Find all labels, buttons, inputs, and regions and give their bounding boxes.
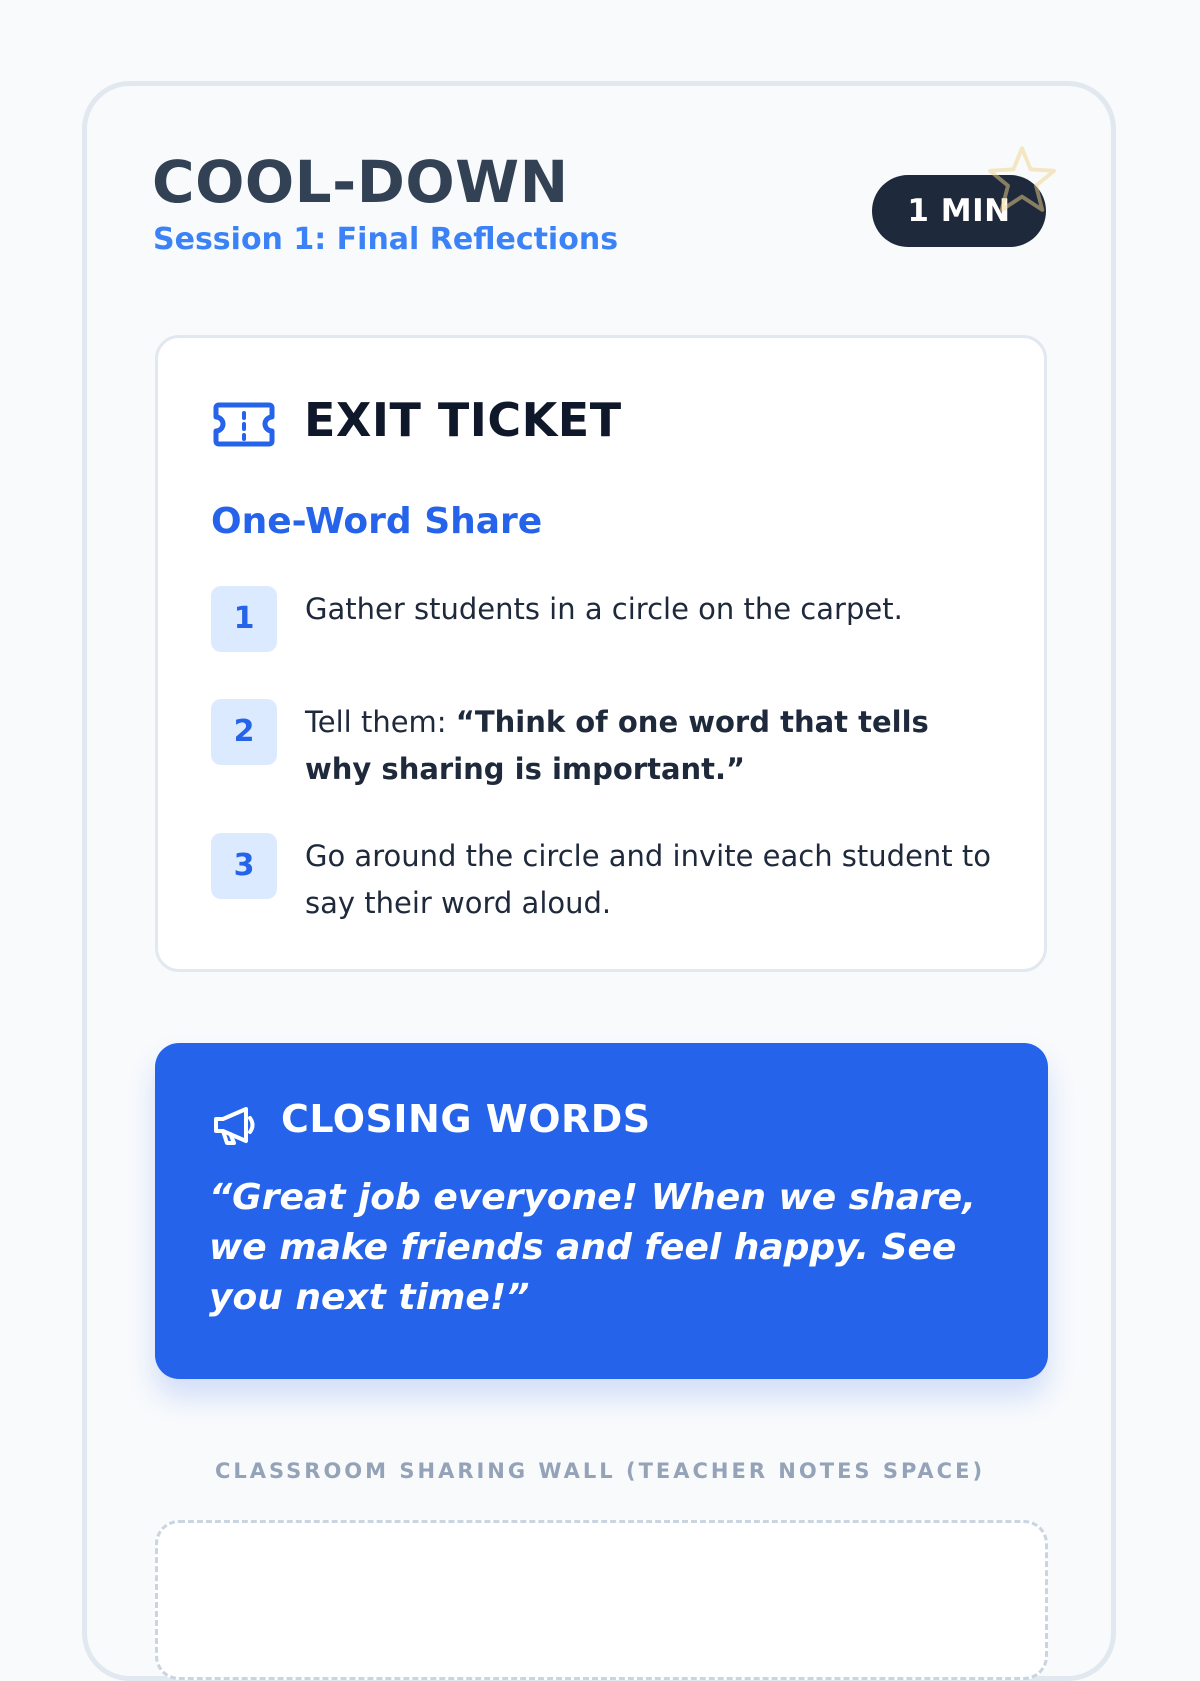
closing-words-heading: CLOSING WORDS [281, 1097, 651, 1141]
step-emphasis: “Think of one word that tells why sharing is important.” [305, 705, 929, 786]
page-title: COOL-DOWN [152, 148, 569, 216]
step-number: 1 [211, 586, 277, 652]
step-text [305, 699, 995, 793]
list-item [211, 586, 991, 652]
ticket-icon [212, 400, 276, 449]
exit-ticket-heading: EXIT TICKET [304, 393, 622, 447]
teacher-notes-label: CLASSROOM SHARING WALL (TEACHER NOTES SPACE) [214, 1459, 986, 1483]
step-number: 3 [211, 833, 277, 899]
megaphone-icon [212, 1100, 260, 1148]
step-text: Go around the circle and invite each student to say their word aloud. [305, 839, 991, 920]
session-subtitle: Session 1: Final Reflections [153, 222, 619, 257]
list-item [211, 699, 991, 793]
duration-badge: 1 MIN [872, 175, 1046, 247]
closing-quote: “Great job everyone! When we share, we make friends and feel happy. See you next time!” [209, 1177, 976, 1318]
step-prefix: Tell them: [305, 705, 456, 739]
star-icon [983, 142, 1061, 220]
step-number: 2 [211, 699, 277, 765]
teacher-notes-space[interactable] [155, 1520, 1048, 1680]
activity-title: One-Word Share [211, 501, 543, 542]
list-item [211, 833, 991, 927]
step-text: Gather students in a circle on the carpet. [305, 592, 903, 626]
